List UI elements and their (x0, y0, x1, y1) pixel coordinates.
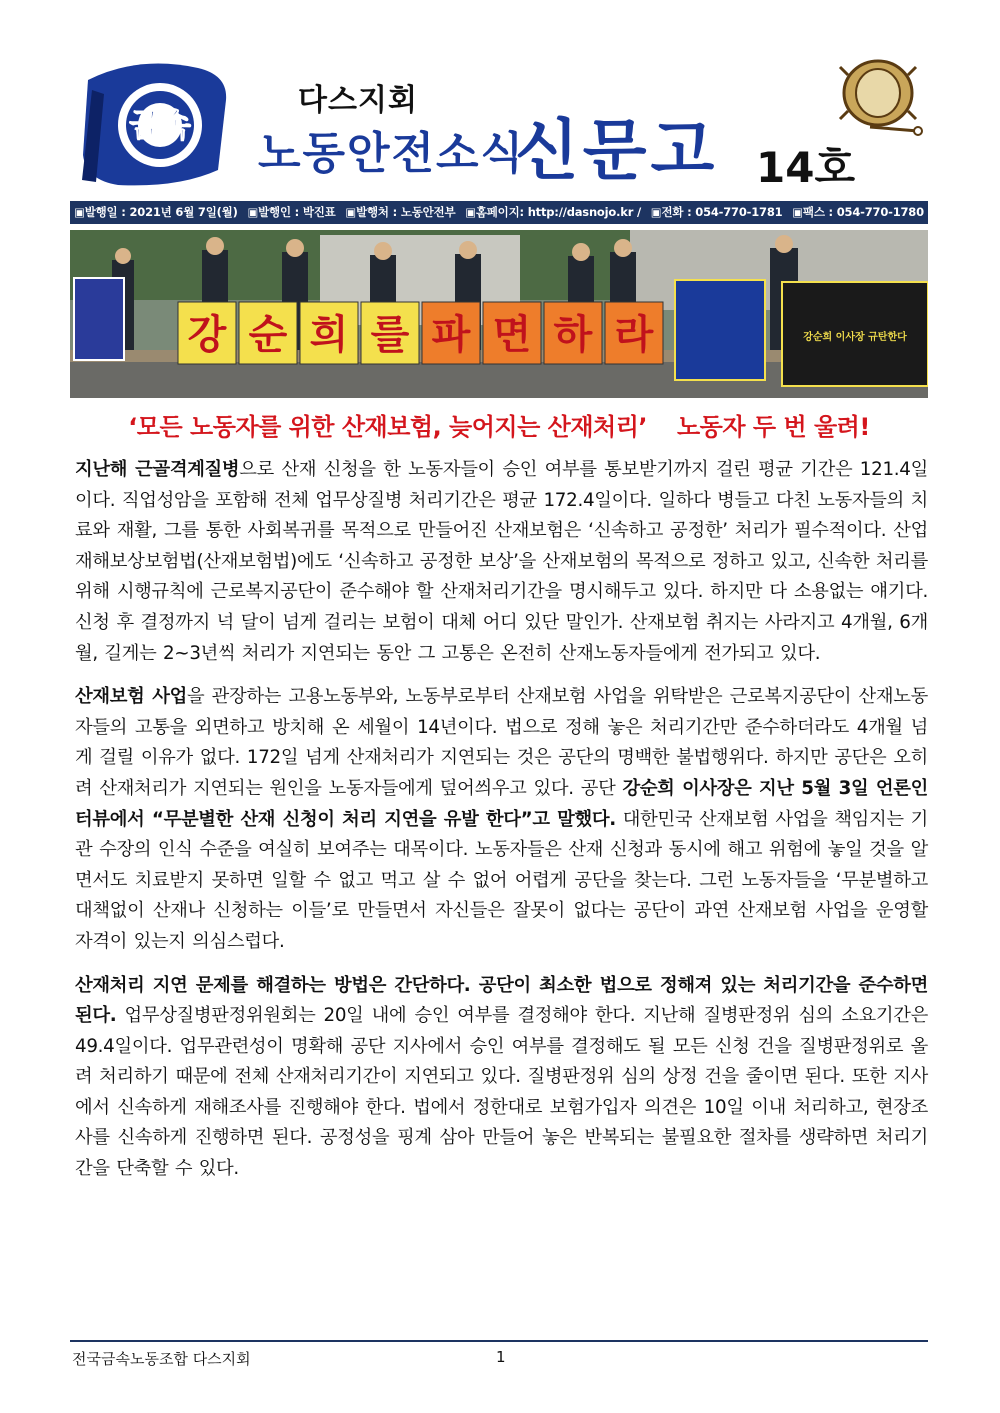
logo-text: 금속 (129, 106, 191, 144)
paragraph-2-quote: 강순희 이사장은 지난 5월 3일 언론인터뷰에서 “무분별한 산재 신청이 처리 지연을 유발 한다”고 말했다. (75, 777, 929, 830)
banner-letter: 파 (431, 312, 471, 358)
paragraph-3 (75, 971, 928, 1185)
newsletter-name: 신문고 (515, 112, 719, 189)
banner-letter: 라 (614, 312, 654, 358)
headline-main: ‘모든 노동자를 위한 산재보험, 늦어지는 산재처리’ (128, 413, 647, 441)
paragraph-1-lead: 지난해 근골격계질병 (75, 459, 240, 480)
issue-number: 14호 (756, 143, 856, 192)
masthead (70, 55, 930, 195)
banner-letter: 면 (492, 312, 532, 358)
banner-letter: 순 (248, 312, 288, 358)
paragraph-2-lead: 산재보험 사업 (75, 686, 188, 708)
page-number: 1 (496, 1348, 506, 1366)
article-headline (70, 407, 928, 442)
paragraph-1-text: 으로 산재 신청을 한 노동자들이 승인 여부를 통보받기까지 걸린 평균 기간은 121.4일이다. 직업성암을 포함해 전체 업무상질병 처리기간은 평균 172.4일이다. 일하다 병들고 다친 노동자들의 치료와 재활, 그를 통한 사회복귀를 목적으로 만들어진 산재보험은 ‘신속하고 공정한’ 처리가 필수적이다. 산업재해보상보험법(산재보험법)에도 ‘신속하고 공정한 보상’을 산재보험의 목적으로 정하고 있고, 신속한 처리를 위해 시행규칙에 근로복지공단이 준수해야 할 산재처리기간을 명시해두고 있다. 하지만 다 소용없는 얘기다. 신청 후 결정까지 넉 달이 넘게 걸리는 보험이 대체 어디 있단 말인가. 산재보험 취지는 사라지고 4개월, 6개월, 길게는 2~3년씩 처리가 지연되는 동안 그 고통은 온전히 산재노동자들에게 전가되고 있다. (75, 459, 928, 664)
banner-letter: 를 (370, 312, 410, 358)
phone-number: ▣전화 : 054-770-1781 (650, 205, 783, 219)
article-body (75, 455, 928, 1198)
publication-info-bar (70, 201, 928, 224)
footer-divider (70, 1340, 928, 1342)
banner-letter: 희 (309, 312, 349, 358)
banner-letter: 하 (553, 312, 593, 358)
paragraph-3-lead: 산재처리 지연 문제를 해결하는 방법은 간단하다. 공단이 최소한 법으로 정해져 있는 처리기간을 준수하면 된다. (75, 974, 928, 1027)
photo-side-sign: 강순희 이사장 규탄한다 (803, 332, 907, 343)
paragraph-2-text-b: 대한민국 산재보험 사업을 책임지는 기관 수장의 인식 수준을 여실히 보여주는 대목이다. 노동자들은 산재 신청과 동시에 해고 위험에 놓일 것을 알면서도 치료받지 못하면 일할 수 없고 먹고 살 수 없어 어렵게 공단을 찾는다. 그런 노동자들을 ‘무분별하고 대책없이 산재나 신청하는 이들’로 만들면서 자신들은 잘못이 없다는 공단이 과연 산재보험 사업을 운영할 자격이 있는지 의심스럽다. (75, 808, 928, 952)
issuing-department: ▣발행처 : 노동안전부 (345, 205, 456, 219)
protest-photo (70, 230, 928, 398)
branch-name: 다스지회 (298, 83, 418, 118)
banner-letter: 강 (187, 312, 227, 358)
newsletter-subtitle: 노동안전소식 (258, 128, 526, 179)
drum-icon (830, 55, 925, 137)
paragraph-1 (75, 455, 928, 669)
union-flag-logo (78, 60, 228, 195)
fax-number: ▣팩스 : 054-770-1780 (792, 205, 924, 219)
footer-organization: 전국금속노동조합 다스지회 (72, 1350, 251, 1368)
homepage-link[interactable]: ▣홈페이지: http://dasnojo.kr / (465, 205, 641, 219)
headline-tail: 노동자 두 번 울려! (677, 413, 870, 441)
paragraph-2 (75, 682, 928, 957)
publish-date: ▣발행일 : 2021년 6월 7일(월) (74, 205, 238, 219)
paragraph-2-text-a: 을 관장하는 고용노동부와, 노동부로부터 산재보험 사업을 위탁받은 근로복지공단이 산재노동자들의 고통을 외면하고 방치해 온 세월이 14년이다. 법으로 정해 놓은 처리기간만 준수하더라도 4개월 넘게 걸릴 이유가 없다. 172일 넘게 산재처리가 지연되는 것은 공단의 명백한 불법행위다. 하지만 공단은 오히려 산재처리가 지연되는 원인을 노동자들에게 덮어씌우고 있다. 공단 (75, 686, 928, 799)
paragraph-3-text: 업무상질병판정위원회는 20일 내에 승인 여부를 결정해야 한다. 지난해 질병판정위 심의 소요기간은 49.4일이다. 업무관련성이 명확해 공단 지사에서 승인 여부를 결정해도 될 모든 신청 건을 질병판정위로 올려 처리하기 때문에 전체 산재처리기간이 지연되고 있다. 질병판정위 심의 상정 건을 줄이면 된다. 또한 지사에서 신속하게 재해조사를 진행해야 한다. 법에서 정한대로 보험가입자 의견은 10일 이내 처리하고, 현장조사를 신속하게 진행하면 된다. 공정성을 핑계 삼아 만들어 놓은 반복되는 불필요한 절차를 생략하면 처리기간을 단축할 수 있다. (75, 1005, 928, 1180)
publisher: ▣발행인 : 박진표 (247, 205, 336, 219)
